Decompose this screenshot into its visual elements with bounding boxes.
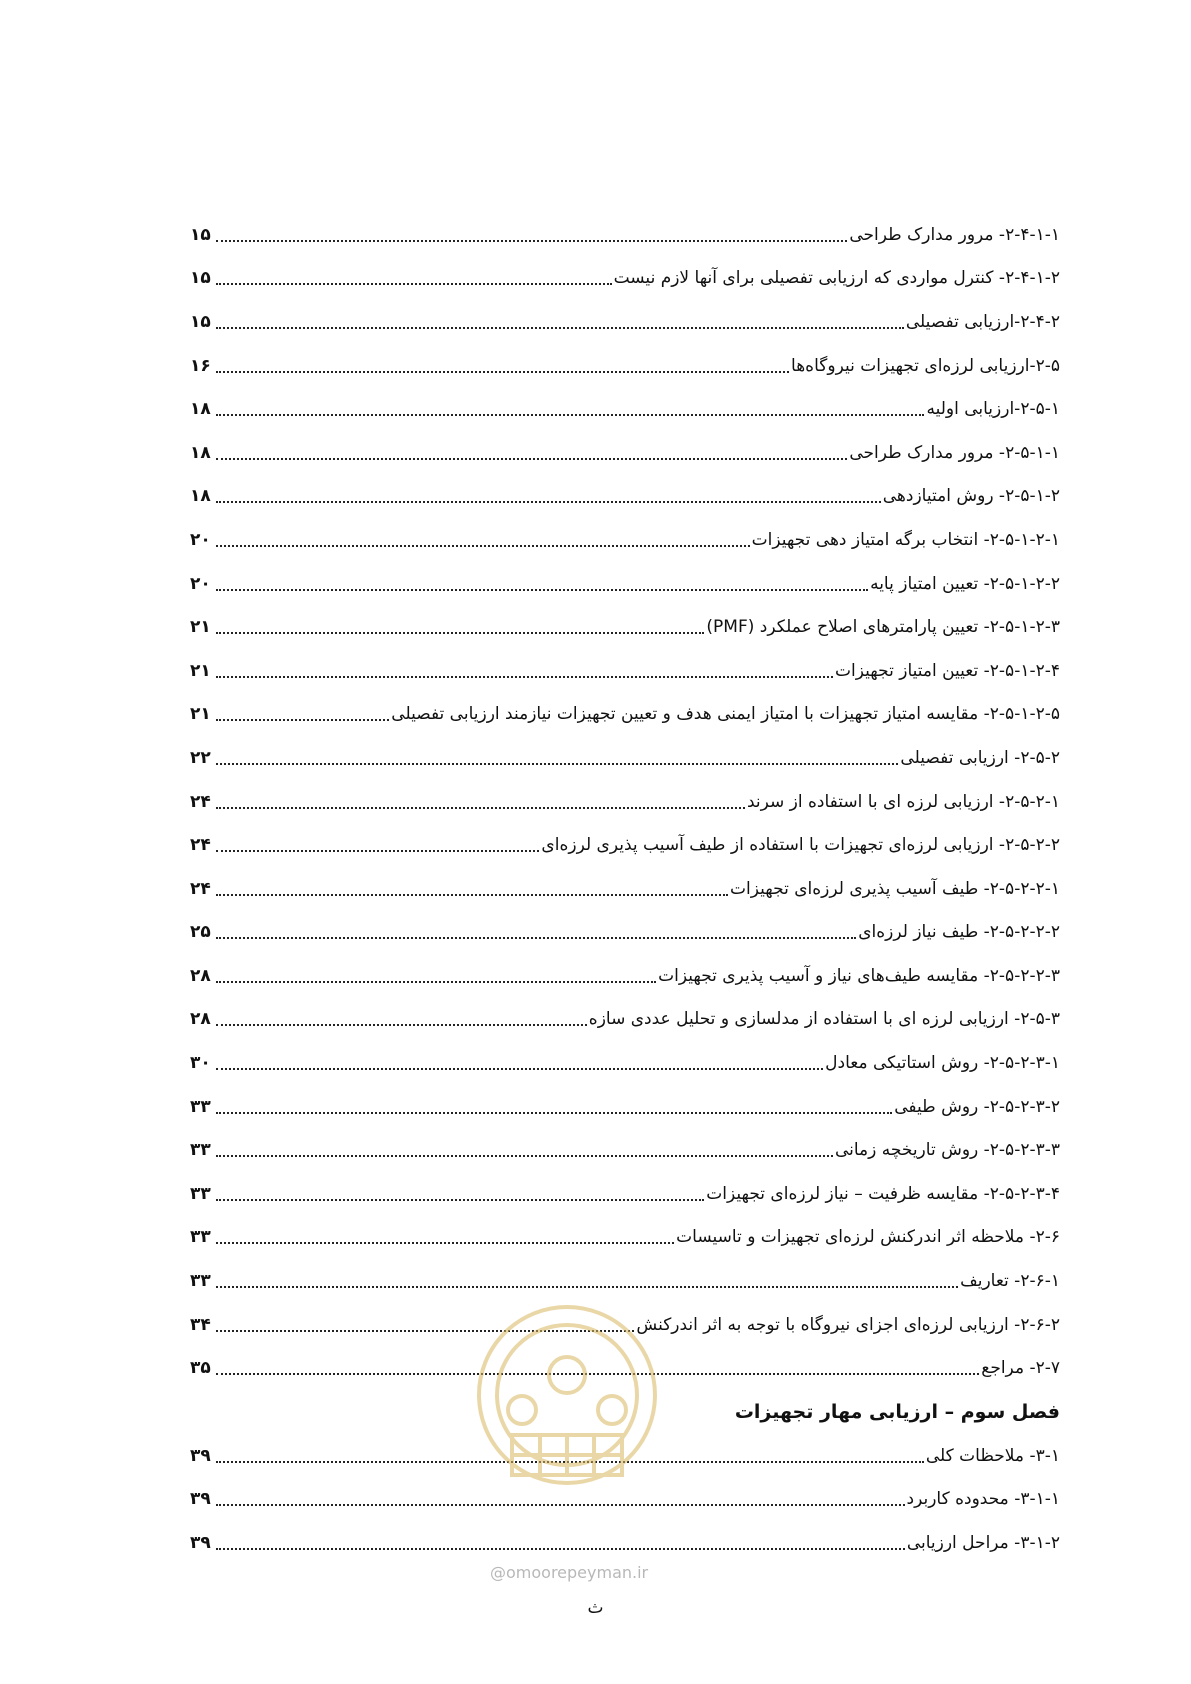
toc-entry[interactable] (190, 257, 1060, 301)
toc-entry-page: ۳۹ (190, 1445, 211, 1466)
toc-entry-title: ۲-۵-۲-۲- ارزیابی لرزه‌ای تجهیزات با استفاده از طیف آسیب پذیری لرزه‌ای (541, 835, 1060, 856)
toc-entry[interactable] (190, 954, 1060, 998)
leader-dots (216, 371, 789, 373)
toc-entry-title: ۲-۵-۱-۲-۳- تعیین پارامترهای اصلاح عملکرد (PMF) (706, 617, 1060, 638)
toc-entry-page: ۳۵ (190, 1358, 211, 1379)
toc-entry-page: ۱۸ (190, 442, 211, 463)
toc-entry-title: ۲-۵-۱-۲-۱- انتخاب برگه امتیاز دهی تجهیزات (751, 529, 1060, 550)
toc-entry-title: ۲-۵-۱-۲-۴- تعیین امتیاز تجهیزات (835, 660, 1060, 681)
toc-entry[interactable] (190, 387, 1060, 431)
toc-entry[interactable] (190, 431, 1060, 475)
leader-dots (216, 501, 881, 503)
leader-dots (216, 283, 612, 285)
toc-entry[interactable] (190, 693, 1060, 737)
toc-entry[interactable] (190, 998, 1060, 1042)
toc-entry-page: ۳۹ (190, 1533, 211, 1554)
toc-entry[interactable] (190, 823, 1060, 867)
toc-entry-title: ۲-۵-۲-۳-۱- روش استاتیکی معادل (825, 1053, 1060, 1074)
toc-entry[interactable] (190, 911, 1060, 955)
toc-entry[interactable] (190, 344, 1060, 388)
toc-entry-title: ۲-۵-۱-ارزیابی اولیه (926, 399, 1060, 420)
toc-entry-page: ۳۳ (190, 1140, 211, 1161)
toc-entry-page: ۲۸ (190, 965, 211, 986)
toc-entry-title: ۲-۴-۱-۲- کنترل مواردی که ارزیابی تفصیلی برای آنها لازم نیست (613, 268, 1060, 289)
toc-entry-page: ۲۵ (190, 922, 211, 943)
toc-entry-title: ۲-۷- مراجع (981, 1358, 1060, 1379)
toc-entry-page: ۲۱ (190, 704, 211, 725)
leader-dots (216, 1068, 823, 1070)
leader-dots (216, 327, 904, 329)
toc-entry-title: ۲-۵-۲-۲-۲- طیف نیاز لرزه‌ای (858, 922, 1060, 943)
toc-entry-page: ۱۸ (190, 399, 211, 420)
leader-dots (216, 1112, 892, 1114)
toc-entry-title: ۲-۵-۲-۱- ارزیابی لرزه ای با استفاده از سرند (746, 791, 1060, 812)
toc-entry[interactable] (190, 475, 1060, 519)
leader-dots (216, 981, 656, 983)
leader-dots (216, 763, 898, 765)
leader-dots (216, 850, 539, 852)
toc-entry-page: ۱۵ (190, 311, 211, 332)
leader-dots (216, 1242, 674, 1244)
toc-entry-page: ۱۸ (190, 486, 211, 507)
toc-entry[interactable] (190, 867, 1060, 911)
toc-entry-page: ۱۶ (190, 355, 211, 376)
toc-entry-page: ۳۰ (190, 1053, 211, 1074)
toc-entry[interactable] (190, 605, 1060, 649)
toc-entry-page: ۳۳ (190, 1271, 211, 1292)
toc-entry-title: ۲-۵-۱-۲-۲- تعیین امتیاز پایه (870, 573, 1060, 594)
toc-entry-page: ۳۹ (190, 1489, 211, 1510)
toc-entry[interactable] (190, 1259, 1060, 1303)
toc-entry-title: ۲-۵-۳- ارزیابی لرزه ای با استفاده از مدلسازی و تحلیل عددی سازه (588, 1009, 1060, 1030)
toc-entry-title: ۲-۶- ملاحظه اثر اندرکنش لرزه‌ای تجهیزات و تاسیسات (676, 1227, 1060, 1248)
toc-entry-page: ۲۴ (190, 791, 211, 812)
toc-entry[interactable] (190, 780, 1060, 824)
toc-entry[interactable] (190, 518, 1060, 562)
leader-dots (216, 1155, 833, 1157)
leader-dots (216, 719, 389, 721)
toc-entry[interactable] (190, 1128, 1060, 1172)
toc-entry-title: ۲-۵-۲-۳-۴- مقایسه ظرفیت – نیاز لرزه‌ای تجهیزات (706, 1183, 1060, 1204)
toc-entry[interactable] (190, 736, 1060, 780)
toc-entry-title: ۲-۶-۱- تعاریف (960, 1271, 1060, 1292)
toc-entry-title: ۲-۴-۲-ارزیابی تفصیلی (905, 311, 1060, 332)
toc-entry-title: ۲-۵-۲- ارزیابی تفصیلی (900, 747, 1060, 768)
toc-entry-page: ۲۲ (190, 747, 211, 768)
leader-dots (216, 937, 856, 939)
toc-entry-page: ۲۰ (190, 573, 211, 594)
toc-entry-title: ۳-۱-۱- محدوده کاربرد (906, 1489, 1060, 1510)
toc-entry-title: ۲-۵-ارزیابی لرزه‌ای تجهیزات نیروگاه‌ها (791, 355, 1060, 376)
toc-entry-title: ۲-۴-۱-۱- مرور مدارک طراحی (849, 224, 1060, 245)
leader-dots (216, 632, 704, 634)
leader-dots (216, 894, 728, 896)
toc-entry-page: ۳۳ (190, 1227, 211, 1248)
toc-entry-page: ۲۰ (190, 529, 211, 550)
toc-entry-page: ۲۸ (190, 1009, 211, 1030)
toc-entry-title: ۲-۵-۱-۱- مرور مدارک طراحی (849, 442, 1060, 463)
leader-dots (216, 807, 745, 809)
toc-entry[interactable] (190, 1041, 1060, 1085)
toc-entry-page: ۳۳ (190, 1096, 211, 1117)
toc-entry[interactable] (190, 562, 1060, 606)
leader-dots (216, 458, 847, 460)
toc-entry-title: ۳-۱-۲- مراحل ارزیابی (906, 1533, 1060, 1554)
toc-entry[interactable] (190, 1216, 1060, 1260)
leader-dots (216, 414, 924, 416)
toc-entry-title: ۲-۶-۲- ارزیابی لرزه‌ای اجزای نیروگاه با توجه به اثر اندرکنش (636, 1314, 1060, 1335)
toc-entry[interactable] (190, 1085, 1060, 1129)
leader-dots (216, 1286, 958, 1288)
toc-entry-title: ۲-۵-۲-۲-۳- مقایسه طیف‌های نیاز و آسیب پذیری تجهیزات (658, 965, 1060, 986)
chapter-heading[interactable]: فصل سوم – ارزیابی مهار تجهیزات (734, 1401, 1060, 1424)
watermark-url: @omoorepeyman.ir (490, 1563, 649, 1582)
toc-entry[interactable] (190, 649, 1060, 693)
leader-dots (216, 676, 833, 678)
toc-entry-page: ۲۴ (190, 835, 211, 856)
toc-entry-title: ۲-۵-۲-۳-۲- روش طیفی (894, 1096, 1060, 1117)
toc-entry-page: ۲۱ (190, 660, 211, 681)
toc-entry-title: ۲-۵-۲-۲-۱- طیف آسیب پذیری لرزه‌ای تجهیزات (730, 878, 1060, 899)
toc-entry[interactable] (190, 1172, 1060, 1216)
watermark-logo (472, 1300, 662, 1570)
toc-entry-title: ۳-۱- ملاحظات کلی (925, 1445, 1060, 1466)
toc-entry-title: ۲-۵-۲-۳-۳- روش تاریخچه زمانی (834, 1140, 1060, 1161)
toc-entry-page: ۳۳ (190, 1183, 211, 1204)
toc-entry-title: ۲-۵-۱-۲- روش امتیازدهی (882, 486, 1060, 507)
toc-entry-page: ۱۵ (190, 224, 211, 245)
toc-entry[interactable] (190, 213, 1060, 257)
toc-entry-page: ۲۴ (190, 878, 211, 899)
toc-entry-page: ۳۴ (190, 1314, 211, 1335)
toc-entry-page: ۲۱ (190, 617, 211, 638)
toc-entry-page: ۱۵ (190, 268, 211, 289)
page-number: ث (587, 1598, 604, 1618)
toc-entry[interactable] (190, 300, 1060, 344)
toc-entry-title: ۲-۵-۱-۲-۵- مقایسه امتیاز تجهیزات با امتیاز ایمنی هدف و تعیین تجهیزات نیازمند ارزیابی تفصیلی (391, 704, 1060, 725)
leader-dots (216, 1199, 704, 1201)
leader-dots (216, 589, 868, 591)
leader-dots (216, 1024, 587, 1026)
leader-dots (216, 240, 847, 242)
leader-dots (216, 545, 750, 547)
